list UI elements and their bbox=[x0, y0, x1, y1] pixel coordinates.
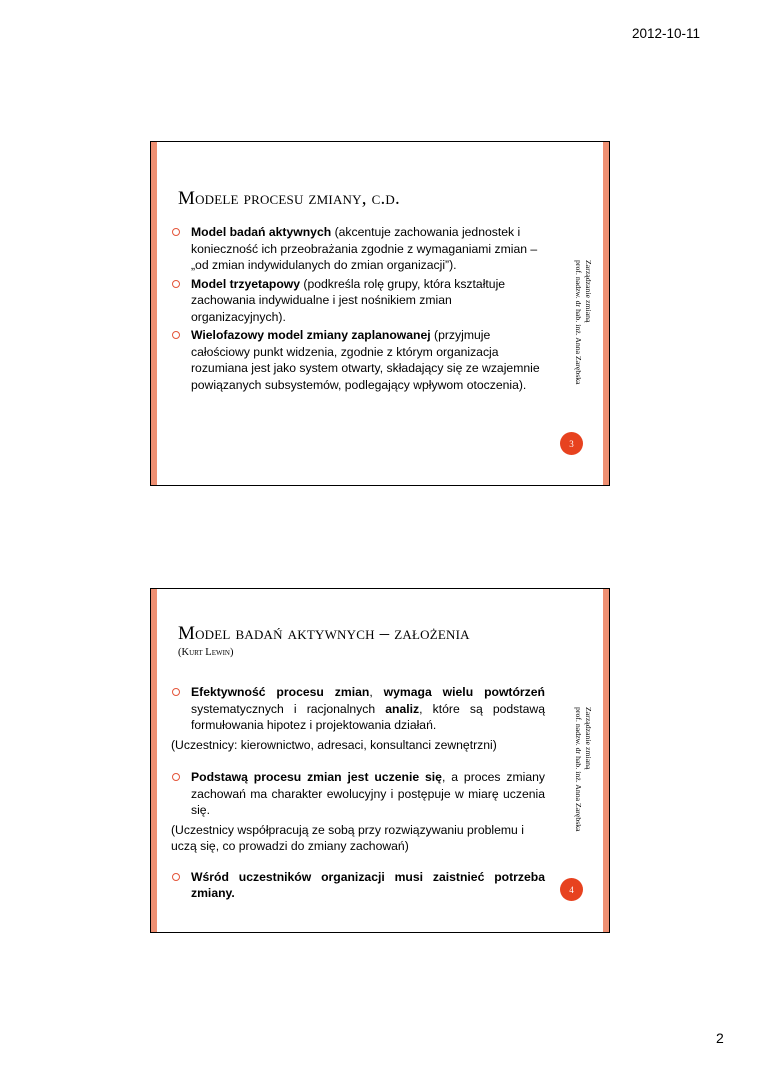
side-caption-author: prof. nadzw. dr hab. inż. Anna Zarębska bbox=[574, 707, 583, 832]
bullet-bold-text: Wśród uczestników organizacji musi zaistnieć potrzeba zmiany. bbox=[191, 869, 545, 900]
bullet-bold-text: Podstawą procesu zmian jest uczenie się bbox=[191, 770, 442, 784]
side-caption-course: Zarządzanie zmianą bbox=[584, 707, 593, 770]
bullet-text: , które są podstawą formułowania hipotez i projektowania działań. bbox=[191, 701, 546, 732]
bullet-circle-icon bbox=[172, 228, 180, 236]
slide-stripe-left bbox=[151, 589, 157, 932]
slide-number-badge: 4 bbox=[560, 878, 583, 901]
side-caption-author: prof. nadzw. dr hab. inż. Anna Zarębska bbox=[574, 260, 583, 385]
slide-title: Modele procesu zmiany, c.d. bbox=[178, 188, 400, 209]
bullet-item bbox=[171, 769, 545, 819]
bullet-item bbox=[171, 276, 545, 326]
bullet-text: (akcentuje zachowania jednostek i konieczność ich przeobrażania zgodnie z wymaganiami zmian – „od zmian indywidulanych do zmian organizacji”). bbox=[191, 225, 538, 272]
slide-stripe-right bbox=[603, 142, 609, 485]
bullet-circle-icon bbox=[172, 331, 180, 339]
bullet-bold-text: wymaga wielu powtórzeń bbox=[383, 685, 545, 699]
bullet-item bbox=[171, 869, 545, 902]
bullet-bold-text: Model trzyetapowy bbox=[191, 276, 301, 291]
bullet-circle-icon bbox=[172, 773, 180, 781]
page-date: 2012-10-11 bbox=[632, 26, 701, 41]
bullet-item bbox=[171, 684, 545, 734]
slide-4 bbox=[150, 588, 610, 933]
bullet-circle-icon bbox=[172, 280, 180, 288]
bullet-circle-icon bbox=[172, 688, 180, 696]
slide-stripe-right bbox=[603, 589, 609, 932]
bullet-bold-text: Efektywność procesu zmian bbox=[191, 685, 370, 699]
bullet-text: systematycznych i racjonalnych bbox=[191, 701, 386, 716]
bullet-text: , a proces zmiany zachowań ma charakter ewolucyjny i postępuje w miarę uczenia się. bbox=[191, 770, 545, 817]
slide-3 bbox=[150, 141, 610, 486]
bullet-item bbox=[171, 224, 545, 274]
slide-number-badge: 3 bbox=[560, 432, 583, 455]
slide-side-caption bbox=[571, 260, 593, 410]
bullet-item bbox=[171, 327, 545, 393]
slide-subtitle: (Kurt Lewin) bbox=[178, 647, 234, 658]
bullet-text: (podkreśla rolę grupy, która kształtuje zachowania indywidualne i jest nośnikiem zmian organizacyjnych). bbox=[191, 276, 506, 324]
bullet-bold-text: Wielofazowy model zmiany zaplanowanej bbox=[191, 328, 431, 342]
slide-stripe-left bbox=[151, 142, 157, 485]
bullet-text: , bbox=[369, 685, 384, 699]
slide-body bbox=[171, 684, 545, 904]
slide-body bbox=[171, 224, 545, 395]
bullet-text: (przyjmuje całościowy punkt widzenia, zgodnie z którym organizacja rozumiana jest jako system otwarty, składający się ze wzajemnie powiązanych subsystemów, podlegający wpływom otoczenia). bbox=[191, 328, 540, 392]
participants-note: (Uczestnicy współpracują ze sobą przy rozwiązywaniu problemu i uczą się, co prowadzi do zmiany zachowań) bbox=[171, 822, 524, 853]
page-number: 2 bbox=[716, 1030, 724, 1046]
slide-title: Model badań aktywnych – założenia bbox=[178, 623, 470, 644]
slide-side-caption bbox=[571, 707, 593, 857]
bullet-bold-text: analiz bbox=[385, 701, 420, 716]
bullet-circle-icon bbox=[172, 873, 180, 881]
participants-note: (Uczestnicy: kierownictwo, adresaci, konsultanci zewnętrzni) bbox=[171, 737, 497, 752]
side-caption-course: Zarządzanie zmianą bbox=[584, 260, 593, 323]
bullet-bold-text: Model badań aktywnych bbox=[191, 225, 332, 239]
